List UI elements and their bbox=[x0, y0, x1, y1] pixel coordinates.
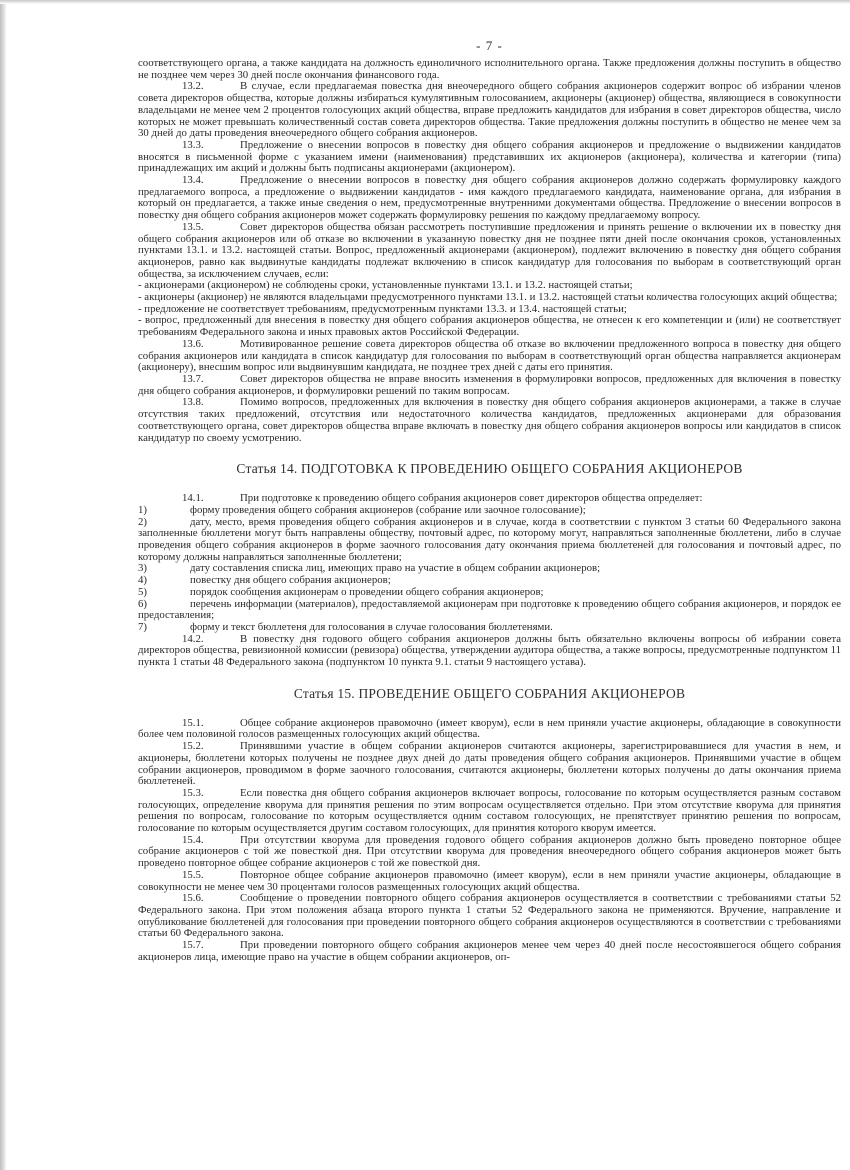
clause-13-5 bbox=[138, 222, 841, 281]
clause-15-5 bbox=[138, 870, 841, 893]
clause-number: 13.3. bbox=[182, 138, 204, 151]
article-14-1-list bbox=[138, 505, 841, 634]
list-marker: 3) bbox=[138, 562, 147, 575]
clause-text: При проведении повторного общего собрания акционеров менее чем через 40 дней после несостоявшегося общего собрания акционеров лица, имеющие право на участие в общем собрании акционеров, оп- bbox=[138, 939, 841, 963]
clause-number: 15.6. bbox=[182, 892, 204, 905]
clause-text: При подготовке к проведению общего собрания акционеров совет директоров общества определяет: bbox=[240, 492, 703, 505]
clause-13-3 bbox=[138, 140, 841, 175]
list-marker: 4) bbox=[138, 574, 147, 587]
list-marker: 7) bbox=[138, 620, 147, 633]
clause-number: 15.5. bbox=[182, 868, 204, 881]
clause-text: Совет директоров общества обязан рассмотреть поступившие предложения и принять решение о включении их в повестку дня общего собрания акционеров или об отказе во включении в указанную повестку дня не позднее пяти дней после окончания сроков, установленных пунктами 13.1. и 13.2. настоящей статьи. Вопрос, предложенный акционерами (акционером), подлежит включению в повестку дня общего собрания акционеров, равно как выдвинутые кандидаты подлежат включению в список кандидатур для голосования по выборам в соответствующий орган общества, за исключением случаев, если: bbox=[138, 220, 841, 280]
clause-15-2 bbox=[138, 741, 841, 788]
list-text: перечень информации (материалов), предоставляемой акционерам при подготовке к проведению общего собрания акционеров, и порядок ее предоставления; bbox=[138, 597, 841, 622]
clause-number: 13.4. bbox=[182, 174, 204, 187]
clause-13-8 bbox=[138, 397, 841, 444]
clause-number: 15.1. bbox=[182, 716, 204, 729]
list-marker: 5) bbox=[138, 585, 147, 598]
clause-number: 13.7. bbox=[182, 372, 204, 385]
clause-text: Помимо вопросов, предложенных для включения в повестку дня общего собрания акционеров акционерами, а также в случае отсутствия таких предложений, отсутствия или недостаточного количества кандидатов, предложенных акционерами для образования соответствующего органа, совет директоров общества вправе включать в повестку дня общего собрания акционеров вопросы или кандидатов в список кандидатур по своему усмотрению. bbox=[138, 396, 841, 444]
clause-number: 13.5. bbox=[182, 220, 204, 233]
list-marker: 6) bbox=[138, 597, 147, 610]
clause-15-6 bbox=[138, 893, 841, 940]
clause-text: При отсутствии кворума для проведения годового общего собрания акционеров должно быть проведено повторное общее собрание акционеров с той же повесткой дня. При отсутствии кворума для проведения внеочередного общего собрания акционеров может быть проведено повторное общее собрание акционеров с той же повесткой дня. bbox=[138, 833, 841, 870]
article-13-5-conditions bbox=[138, 280, 841, 339]
clause-text: Принявшими участие в общем собрании акционеров считаются акционеры, зарегистрировавшиеся для участия в нем, и акционеры, бюллетени которых получены не позднее двух дней до даты проведения общего собрания акционеров. Принявшими участие в общем собрании акционеров, проводимом в форме заочного голосования, считаются акционеры, бюллетени которых получены до даты окончания приема бюллетеней. bbox=[138, 740, 841, 788]
scan-edge-shadow bbox=[0, 0, 6, 1170]
clause-15-1 bbox=[138, 718, 841, 741]
clause-text: Общее собрание акционеров правомочно (имеет кворум), если в нем приняли участие акционеры, обладающие в совокупности более чем половиной голосов размещенных голосующих акций общества. bbox=[138, 716, 841, 741]
article-15-clauses bbox=[138, 718, 841, 964]
clause-number: 15.3. bbox=[182, 786, 204, 799]
list-text: форму проведения общего собрания акционеров (собрание или заочное голосование); bbox=[190, 503, 586, 516]
clause-number: 13.6. bbox=[182, 337, 204, 350]
article-13-clauses-b bbox=[138, 339, 841, 444]
clause-13-4 bbox=[138, 175, 841, 222]
article-14-heading: Статья 14. ПОДГОТОВКА К ПРОВЕДЕНИЮ ОБЩЕГО СОБРАНИЯ АКЦИОНЕРОВ bbox=[236, 461, 743, 477]
list-text: форму и текст бюллетеня для голосования в случае голосования бюллетенями. bbox=[190, 620, 553, 633]
clause-number: 15.7. bbox=[182, 939, 204, 952]
clause-text: В повестку дня годового общего собрания акционеров должны быть обязательно включены вопросы об избрании совета директоров общества, ревизионной комиссии (ревизора) общества, утверждении аудитора общества, а также вопросы, предусмотренные подпунктом 11 пункта 1 статьи 48 Федерального закона (подпунктом 10 пункта 9.1. статьи 9 настоящего устава). bbox=[138, 632, 841, 669]
list-text: дату составления списка лиц, имеющих право на участие в общем собрании акционеров; bbox=[190, 562, 601, 575]
clause-text: Предложение о внесении вопросов в повестку дня общего собрания акционеров и предложение о выдвижении кандидатов вносятся в письменной форме с указанием имени (наименования) представивших их акционеров (акционера), количества и категории (типа) принадлежащих им акций и должны быть подписаны акционерами (акционером). bbox=[138, 138, 841, 175]
list-item bbox=[138, 599, 841, 622]
clause-15-7 bbox=[138, 940, 841, 963]
list-marker: 2) bbox=[138, 515, 147, 528]
condition-item: - акционерами (акционером) не соблюдены сроки, установленные пунктами 13.1. и 13.2. настоящей статьи; bbox=[138, 279, 633, 292]
clause-text: Повторное общее собрание акционеров правомочно (имеет кворум), если в нем приняли участие акционеры, обладающие в совокупности не менее чем 30 процентами голосов размещенных голосующих акций общества. bbox=[138, 868, 841, 893]
clause-text: Мотивированное решение совета директоров общества об отказе во включении предложенного вопроса в повестку дня общего собрания акционеров или кандидата в список кандидатур для голосования по выборам в соответствующий орган общества направляется акционерам (акционеру), внесшим вопрос или выдвинувшим кандидата, не позднее трех дней с даты его принятия. bbox=[138, 337, 841, 374]
clause-text: Сообщение о проведении повторного общего собрания акционеров осуществляется в соответствии с требованиями статьи 52 Федерального закона. При этом положения абзаца второго пункта 1 статьи 52 Федерального закона не применяются. Вручение, направление и опубликование бюллетеней для голосования при проведении повторного общего собрания акционеров осуществляются в соответствии с требованиями статьи 60 Федерального закона. bbox=[138, 892, 841, 940]
clause-13-2 bbox=[138, 81, 841, 140]
clause-number: 14.1. bbox=[182, 492, 204, 505]
clause-text: Если повестка дня общего собрания акционеров включает вопросы, голосование по которым осуществляется разным составом голосующих, определение кворума для принятия решения по этим вопросам осуществляется отдельно. При этом отсутствие кворума для принятия решения по вопросам, голосование по которым осуществляется одним составом голосующих, не препятствует принятию решения по вопросам, голосование по которым осуществляется другим составом голосующих, для принятия которого кворум имеется. bbox=[138, 786, 841, 835]
condition-item: - предложение не соответствует требованиям, предусмотренным пунктами 13.3. и 13.4. настоящей статьи; bbox=[138, 302, 627, 315]
clause-14-2 bbox=[138, 634, 841, 669]
clause-15-4 bbox=[138, 835, 841, 870]
clause-text: Предложение о внесении вопросов в повестку дня общего собрания акционеров должно содержать формулировку каждого предлагаемого вопроса, а предложение о выдвижении кандидатов - имя каждого предлагаемого кандидата, наименование органа, для избрания в который он предлагается, а также иные сведения о нем, предусмотренные внутренними документами общества. Предложение о внесении вопросов в повестку дня общего собрания акционеров может содержать формулировку решения по каждому предлагаемому вопросу. bbox=[138, 174, 841, 222]
condition-item: - вопрос, предложенный для внесения в повестку дня общего собрания акционеров общества, не отнесен к его компетенции и (или) не соответствует требованиям Федерального закона и иных правовых актов Российской Федерации. bbox=[138, 314, 841, 339]
continuation-paragraph: соответствующего органа, а также кандидата на должность единоличного исполнительного органа. Также предложения должны поступить в общество не позднее чем через 30 дней после окончания финансового года. bbox=[138, 57, 841, 81]
list-item bbox=[138, 517, 841, 564]
clause-15-3 bbox=[138, 788, 841, 835]
list-text: повестку дня общего собрания акционеров; bbox=[190, 574, 391, 587]
list-marker: 1) bbox=[138, 503, 147, 516]
list-text: порядок сообщения акционерам о проведении общего собрания акционеров; bbox=[190, 585, 544, 598]
clause-13-6 bbox=[138, 339, 841, 374]
clause-text: Совет директоров общества не вправе вносить изменения в формулировки вопросов, предложенных для включения в повестку дня общего собрания акционеров, и формулировки решений по таким вопросам. bbox=[138, 372, 841, 397]
clause-number: 13.2. bbox=[182, 80, 204, 93]
clause-number: 15.4. bbox=[182, 833, 204, 846]
article-13-clauses-a bbox=[138, 81, 841, 280]
clause-text: В случае, если предлагаемая повестка дня внеочередного общего собрания акционеров содержит вопрос об избрании членов совета директоров общества, которые должны избираться кумулятивным голосованием, акционеры (акционер) общества, являющиеся в совокупности владельцами не менее чем 2 процентов голосующих акций общества, вправе предложить кандидатов для избрания в совет директоров общества, число которых не может превышать количественный состав совета директоров общества. Такие предложения должны поступить в общество не менее чем за 30 дней до даты проведения внеочередного общего собрания акционеров. bbox=[138, 80, 841, 140]
condition-item: - акционеры (акционер) не являются владельцами предусмотренного пунктами 13.1. и 13.2. настоящей статьи количества голосующих акций общества; bbox=[138, 291, 838, 304]
list-text: дату, место, время проведения общего собрания акционеров и в случае, когда в соответствии с пунктом 3 статьи 60 Федерального закона заполненные бюллетени могут быть направлены обществу, почтовый адрес, по которому могут, направляться заполненные бюллетени, либо в случае проведения общего собрания акционеров в форме заочного голосования дату окончания приема бюллетеней для голосования и почтовый адрес, по которому должны направляться заполненные бюллетени; bbox=[138, 515, 841, 563]
clause-13-7 bbox=[138, 374, 841, 397]
clause-number: 15.2. bbox=[182, 740, 204, 753]
clause-number: 14.2. bbox=[182, 632, 204, 645]
clause-number: 13.8. bbox=[182, 396, 204, 409]
scan-top-shadow bbox=[0, 0, 850, 4]
page-number: - 7 - bbox=[476, 38, 503, 53]
article-15-heading: Статья 15. ПРОВЕДЕНИЕ ОБЩЕГО СОБРАНИЯ АКЦИОНЕРОВ bbox=[293, 685, 686, 701]
document-page bbox=[138, 38, 841, 1163]
